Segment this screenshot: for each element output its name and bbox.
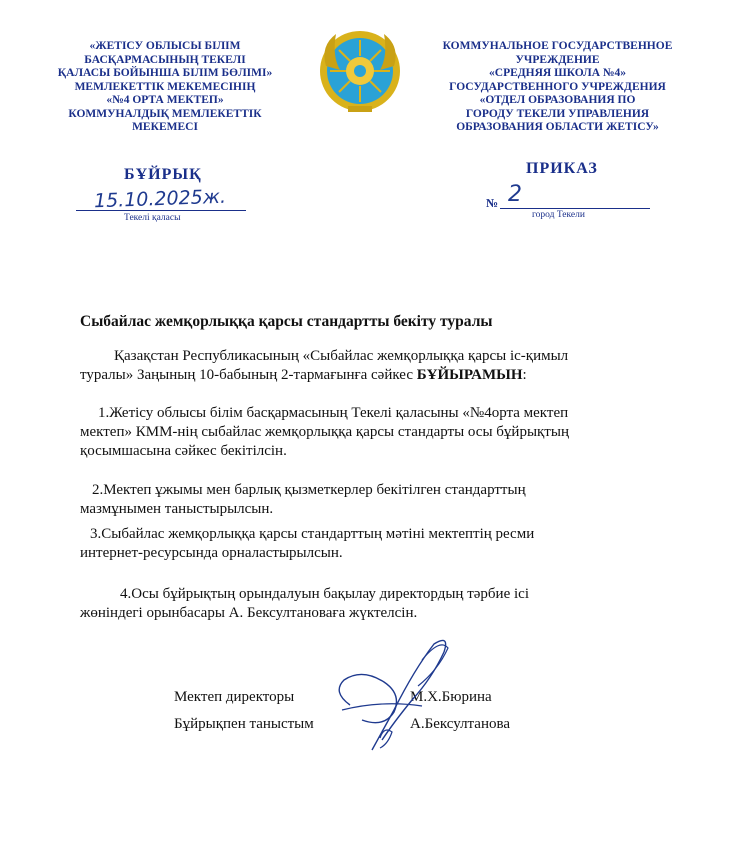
left-org-line: «№4 ОРТА МЕКТЕП» <box>106 94 224 106</box>
item-line: 1.Жетісу облысы білім басқармасының Текелі қаласыны «№4орта мектеп <box>98 405 569 421</box>
left-org-line: «ЖЕТІСУ ОБЛЫСЫ БІЛІМ <box>89 40 241 52</box>
order-item-3 <box>80 525 534 563</box>
item-line: интернет-ресурсында орналастырылсын. <box>80 545 343 561</box>
order-item-4 <box>80 585 529 623</box>
left-doc-type: БҰЙРЫҚ <box>124 166 202 183</box>
acknowledged-name: А.Бексултанова <box>410 716 511 732</box>
director-role: Мектеп директоры <box>174 689 295 705</box>
left-org-line: МЕКЕМЕСІ <box>132 121 198 133</box>
number-underline <box>500 208 650 209</box>
right-city-label: город Текели <box>532 210 585 220</box>
preamble-text: туралы» Заңының 10-бабының 2-тармағынға сәйкес <box>80 367 417 383</box>
left-city-label: Текелі қаласы <box>124 213 181 223</box>
number-label: № <box>486 196 499 210</box>
acknowledged-role: Бұйрықпен таныстым <box>174 716 314 732</box>
handwritten-date: 15.10.2025ж. <box>93 185 227 213</box>
handwritten-signature-icon <box>322 630 472 760</box>
right-org-line: УЧРЕЖДЕНИЕ <box>515 53 600 66</box>
handwritten-number: 2 <box>508 182 522 207</box>
preamble-line-2 <box>80 366 568 385</box>
preamble-colon: : <box>522 367 527 383</box>
right-doc-type: ПРИКАЗ <box>526 160 598 177</box>
order-item-2 <box>80 481 526 519</box>
order-keyword: БҰЙЫРАМЫН <box>416 367 523 383</box>
right-org-line: ОБРАЗОВАНИЯ ОБЛАСТИ ЖЕТІСУ» <box>456 121 659 133</box>
right-org-line: «СРЕДНЯЯ ШКОЛА №4» <box>489 67 626 79</box>
right-org-line: ГОСУДАРСТВЕННОГО УЧРЕЖДЕНИЯ <box>449 80 666 93</box>
right-org-header <box>425 40 690 135</box>
left-org-line: КОММУНАЛДЫҚ МЕМЛЕКЕТТІК <box>68 107 262 120</box>
item-line: 3.Сыбайлас жемқорлыққа қарсы стандарттың мәтіні мектептің ресми <box>90 526 535 542</box>
left-org-line: МЕМЛЕКЕТТІК МЕКЕМЕСІНІҢ <box>74 80 256 93</box>
date-underline <box>76 210 246 211</box>
right-org-line: КОММУНАЛЬНОЕ ГОСУДАРСТВЕННОЕ <box>442 40 673 52</box>
item-line: мектеп» КММ-нің сыбайлас жемқорлыққа қарсы стандарты осы бұйрықтың <box>80 424 569 440</box>
item-line: жөніндегі орынбасары А. Бексултановаға жүктелсін. <box>80 605 418 621</box>
left-org-line: БАСҚАРМАСЫНЫҢ ТЕКЕЛІ <box>84 53 246 66</box>
document-title: Сыбайлас жемқорлыққа қарсы стандартты бекіту туралы <box>80 313 493 330</box>
order-item-1 <box>80 404 569 461</box>
item-line: қосымшасына сәйкес бекітілсін. <box>80 443 287 459</box>
item-line: 2.Мектеп ұжымы мен барлық қызметкерлер бекітілген стандарттың <box>92 482 526 498</box>
left-org-line: ҚАЛАСЫ БОЙЫНША БІЛІМ БӨЛІМІ» <box>57 67 273 79</box>
preamble-line: Қазақстан Республикасының «Сыбайлас жемқорлыққа қарсы іс-қимыл <box>114 348 569 364</box>
left-org-header <box>40 40 290 135</box>
preamble <box>80 347 568 385</box>
right-org-line: «ОТДЕЛ ОБРАЗОВАНИЯ ПО <box>479 94 636 106</box>
right-org-line: ГОРОДУ ТЕКЕЛИ УПРАВЛЕНИЯ <box>465 107 650 120</box>
item-line: мазмұнымен таныстырылсын. <box>80 501 274 517</box>
item-line: 4.Осы бұйрықтың орындалуын бақылау директордың тәрбие ісі <box>120 586 529 602</box>
state-emblem-icon <box>318 26 402 116</box>
director-name: М.Х.Бюрина <box>410 689 492 705</box>
